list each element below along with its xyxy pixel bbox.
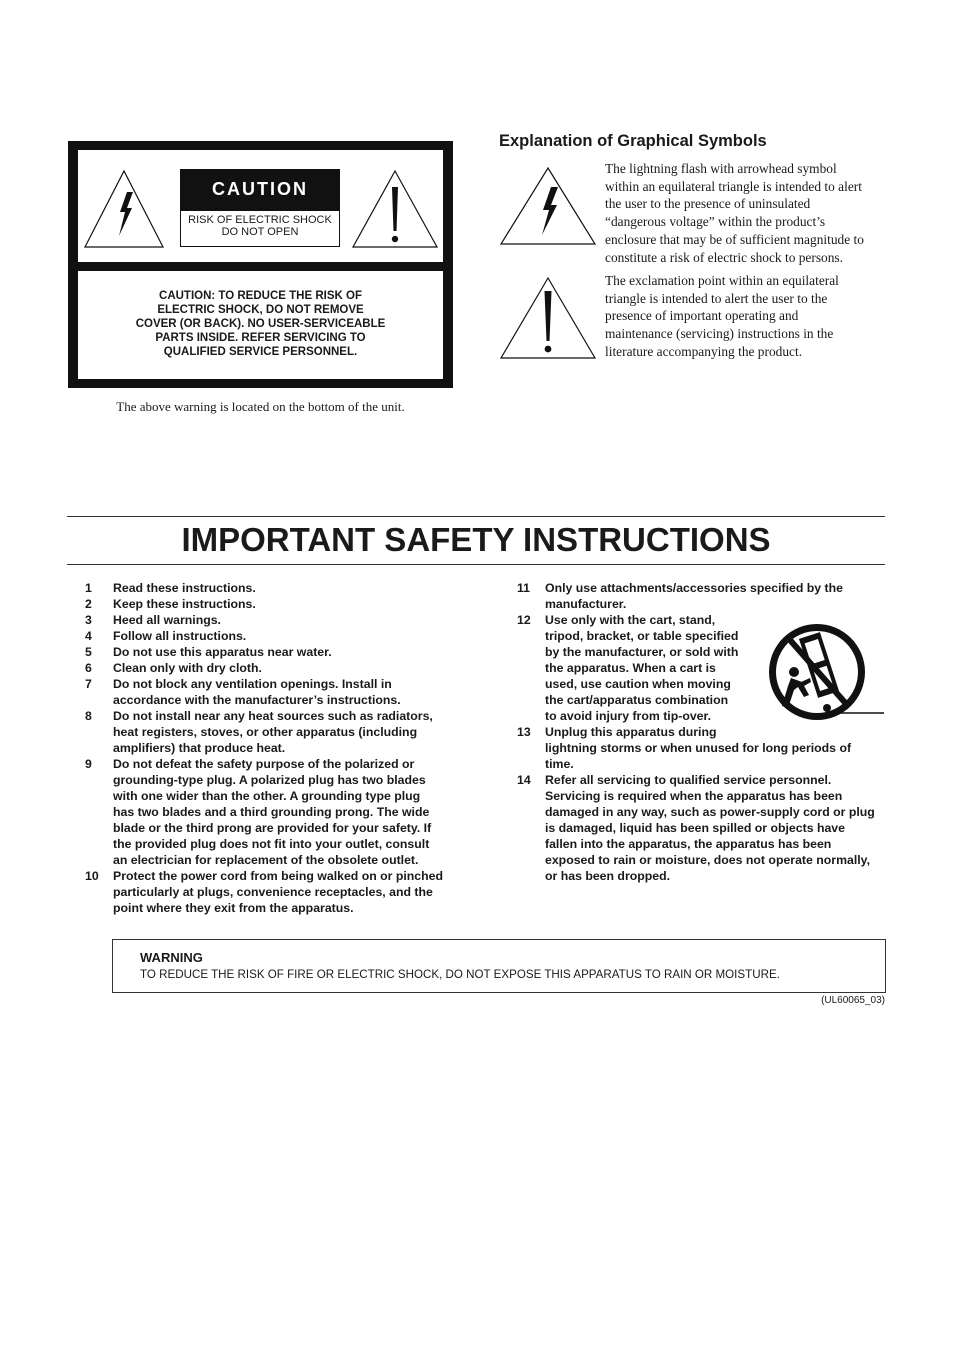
instruction-line: blade or the third prong are provided for your safety. If [113,821,432,835]
title-top-rule [67,516,885,517]
instruction-number: 2 [85,597,92,611]
instruction-line: Read these instructions. [113,581,256,595]
instruction-item [85,868,485,916]
caution-note: The above warning is located on the bottom of the unit. [116,399,405,414]
caution-text-line: COVER (OR BACK). NO USER-SERVICEABLE [135,318,386,330]
instruction-number: 10 [85,869,99,883]
instruction-number: 4 [85,629,92,643]
instruction-line: damaged in any way, such as power-supply cord or plug [545,805,875,819]
instruction-line: Protect the power cord from being walked on or pinched [113,869,444,883]
instruction-line: the provided plug does not fit into your outlet, consult [113,837,430,851]
reference-code: (UL60065_03) [821,995,885,1006]
instruction-line: fallen into the apparatus, the apparatus has been [545,837,832,851]
instruction-number: 3 [85,613,92,627]
instruction-line: Do not install near any heat sources such as radiators, [113,709,433,723]
caution-subtitle-line: DO NOT OPEN [221,226,299,238]
instruction-item [85,708,485,756]
instruction-line: particularly at plugs, convenience receptacles, and the [113,885,433,899]
warning-title: WARNING [140,950,203,965]
caution-text-line: ELECTRIC SHOCK, DO NOT REMOVE [157,304,364,316]
instruction-line: exposed to rain or moisture, does not operate normally, [545,853,871,867]
instruction-number: 11 [517,581,530,595]
instruction-number: 9 [85,757,92,771]
instruction-line: to avoid injury from tip-over. [545,709,712,723]
instruction-line: time. [545,757,574,771]
instruction-number: 12 [517,613,531,627]
instruction-line: Do not defeat the safety purpose of the polarized or [113,757,415,771]
instruction-line: Unplug this apparatus during [545,725,717,739]
instruction-line: Clean only with dry cloth. [113,661,262,675]
instruction-line: Follow all instructions. [113,629,247,643]
caution-subtitle-line: RISK OF ELECTRIC SHOCK [188,214,332,226]
caution-text-line: QUALIFIED SERVICE PERSONNEL. [163,346,358,358]
instruction-line: or has been dropped. [545,869,671,883]
lightning-explanation [605,160,890,266]
instruction-item [85,628,485,644]
instruction-item [517,580,887,612]
instruction-line: Refer all servicing to qualified service personnel. [545,773,832,787]
instruction-line: used, use caution when moving [545,677,731,691]
text-line: presence of important operating and [605,308,799,324]
instruction-item [85,580,485,596]
warning-box [112,939,886,993]
instruction-line: heat registers, stoves, or other apparatus (including [113,725,418,739]
instruction-line: by the manufacturer, or sold with [545,645,739,659]
caution-subtitle [180,210,340,247]
instruction-line: amplifiers) that produce heat. [113,741,286,755]
instruction-number: 14 [517,773,531,787]
text-line: triangle is intended to alert the user to the [605,290,828,306]
text-line: literature accompanying the product. [605,343,803,359]
instruction-line: Do not block any ventilation openings. Install in [113,677,392,691]
lightning-triangle-icon [82,168,166,250]
instruction-line: lightning storms or when unused for long periods of [545,741,852,755]
instruction-line: grounding-type plug. A polarized plug has two blades [113,773,426,787]
instruction-item [517,772,887,884]
instructions-left-column [85,580,485,916]
text-line: maintenance (servicing) instructions in the [605,326,834,342]
instruction-line: is damaged, liquid has been spilled or objects have [545,821,845,835]
instruction-item [85,756,485,868]
title-bottom-rule [67,564,885,565]
lightning-triangle-icon [498,165,598,247]
caution-text-line: CAUTION: TO REDUCE THE RISK OF [159,290,362,302]
instruction-number: 6 [85,661,92,675]
instruction-line: an electrician for replacement of the obsolete outlet. [113,853,419,867]
symbols-heading: Explanation of Graphical Symbols [499,132,767,150]
text-line: within an equilateral triangle is intended to alert [605,178,862,194]
instruction-number: 1 [85,581,92,595]
caution-text-line: PARTS INSIDE. REFER SERVICING TO [155,332,366,344]
instruction-item [85,644,485,660]
instruction-number: 8 [85,709,92,723]
instruction-item [517,724,887,772]
instruction-line: the cart/apparatus combination [545,693,729,707]
text-line: enclosure that may be of sufficient magnitude to [605,231,864,247]
text-line: the user to the presence of uninsulated [605,196,811,212]
exclamation-explanation [605,272,890,361]
instruction-number: 7 [85,677,92,691]
instruction-line: has two blades and a third grounding prong. The wide [113,805,430,819]
instruction-line: accordance with the manufacturer’s instructions. [113,693,401,707]
instruction-line: Heed all warnings. [113,613,221,627]
instruction-line: Use only with the cart, stand, [545,613,716,627]
instruction-item [85,660,485,676]
instruction-item [85,596,485,612]
instruction-line: with one wider than the other. A grounding type plug [113,789,421,803]
instruction-number: 5 [85,645,92,659]
exclamation-triangle-icon [350,168,440,250]
instruction-line: Do not use this apparatus near water. [113,645,332,659]
instruction-line: point where they exit from the apparatus. [113,901,354,915]
caution-text [108,289,413,359]
instruction-line: the apparatus. When a cart is [545,661,716,675]
exclamation-triangle-icon [498,275,598,361]
instruction-item [85,676,485,708]
instruction-line: tripod, bracket, or table specified [545,629,739,643]
cart-tip-over-icon [764,620,886,722]
warning-text: TO REDUCE THE RISK OF FIRE OR ELECTRIC SHOCK, DO NOT EXPOSE THIS APPARATUS TO RAIN OR MOISTURE. [140,968,780,981]
instruction-line: manufacturer. [545,597,627,611]
instruction-item [85,612,485,628]
caution-title: CAUTION [180,169,340,210]
instruction-number: 13 [517,725,531,739]
page-title: IMPORTANT SAFETY INSTRUCTIONS [181,521,771,558]
text-line: The lightning flash with arrowhead symbol [605,161,837,176]
instruction-line: Servicing is required when the apparatus has been [545,789,843,803]
text-line: “dangerous voltage” within the product’s [605,214,826,230]
instruction-line: Keep these instructions. [113,597,256,611]
text-line: The exclamation point within an equilateral [605,273,839,288]
text-line: constitute a risk of electric shock to persons. [605,249,843,265]
instruction-line: Only use attachments/accessories specified by the [545,581,843,595]
